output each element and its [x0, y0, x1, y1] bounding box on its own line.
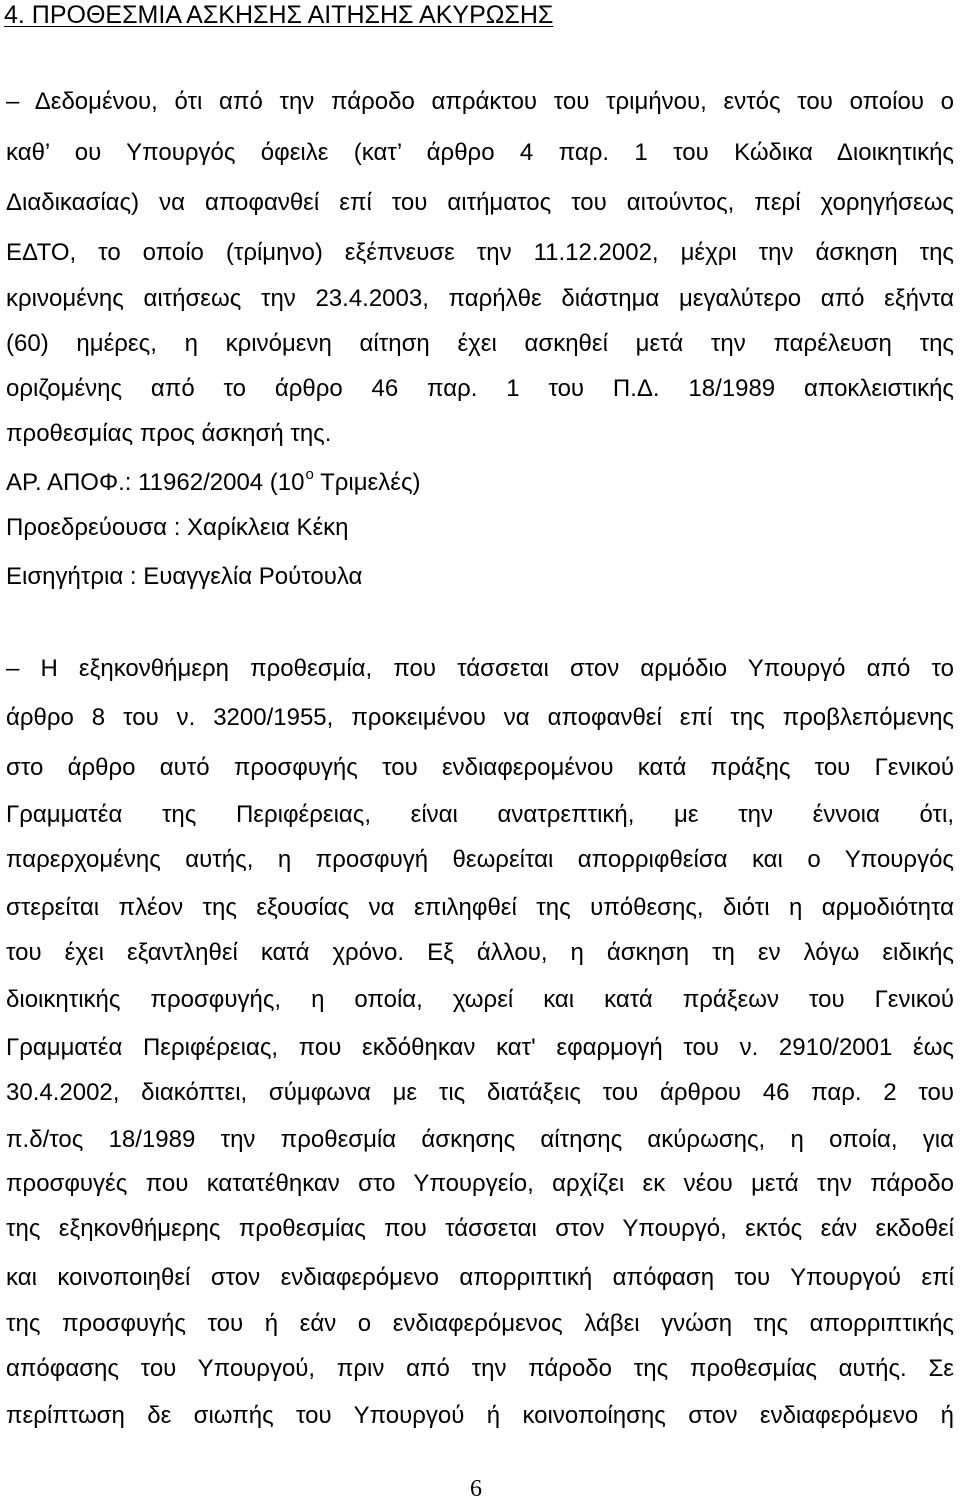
page-number: 6	[470, 1476, 482, 1502]
body-line: οριζομένης από το άρθρο 46 παρ. 1 του Π.Δ. 18/1989 αποκλειστικής	[6, 375, 954, 402]
body-line: διοικητικής προσφυγής, η οποία, χωρεί και κατά πράξεων του Γενικού	[6, 986, 954, 1013]
body-line: του έχει εξαντληθεί κατά χρόνο. Εξ άλλου, η άσκηση τη εν λόγω ειδικής	[6, 939, 954, 966]
body-line: π.δ/τος 18/1989 την προθεσμία άσκησης αίτησης ακύρωσης, η οποία, για	[6, 1126, 954, 1153]
body-line: περίπτωση δε σιωπής του Υπουργού ή κοινοποίησης στον ενδιαφερόμενο ή	[6, 1402, 954, 1429]
body-line: απόφασης του Υπουργού, πριν από την πάροδο της προθεσμίας αυτής. Σε	[6, 1355, 954, 1382]
body-line: ΕΔΤΟ, το οποίο (τρίμηνο) εξέπνευσε την 11.12.2002, μέχρι την άσκηση της	[6, 239, 954, 266]
body-line: άρθρο 8 του ν. 3200/1955, προκειμένου να αποφανθεί επί της προβλεπόμενης	[6, 704, 954, 731]
body-line: παρερχομένης αυτής, η προσφυγή θεωρείται απορριφθείσα και ο Υπουργός	[6, 846, 954, 873]
chair-line: Προεδρεύουσα : Χαρίκλεια Κέκη	[6, 514, 349, 541]
body-line: Διαδικασίας) να αποφανθεί επί του αιτήματος του αιτούντος, περί χορηγήσεως	[6, 189, 954, 216]
body-line: στερείται πλέον της εξουσίας να επιληφθεί της υπόθεσης, διότι η αρμοδιότητα	[6, 894, 954, 921]
body-line: της εξηκονθήμερης προθεσμίας που τάσσεται στον Υπουργό, εκτός εάν εκδοθεί	[6, 1215, 954, 1242]
body-line: προθεσμίας προς άσκησή της.	[6, 420, 332, 447]
body-line: 30.4.2002, διακόπτει, σύμφωνα με τις διατάξεις του άρθρου 46 παρ. 2 του	[6, 1079, 954, 1106]
ordinal-superscript: ο	[305, 466, 314, 483]
body-line: – Δεδομένου, ότι από την πάροδο απράκτου του τριμήνου, εντός του οποίου ο	[6, 88, 954, 115]
body-line: Γραμματέα Περιφέρειας, που εκδόθηκαν κατ' εφαρμογή του ν. 2910/2001 έως	[6, 1034, 954, 1061]
section-heading: 4. ΠΡΟΘΕΣΜΙΑ ΑΣΚΗΣΗΣ ΑΙΤΗΣΗΣ ΑΚΥΡΩΣΗΣ	[4, 1, 554, 29]
body-line: και κοινοποιηθεί στον ενδιαφερόμενο απορριπτική απόφαση του Υπουργού επί	[6, 1264, 954, 1291]
body-line: (60) ημέρες, η κρινόμενη αίτηση έχει ασκηθεί μετά την παρέλευση της	[6, 330, 954, 357]
body-line: κρινομένης αιτήσεως την 23.4.2003, παρήλθε διάστημα μεγαλύτερο από εξήντα	[6, 285, 954, 312]
decision-number: ΑΡ. ΑΠΟΦ.: 11962/2004 (10	[6, 469, 305, 496]
body-line: στο άρθρο αυτό προσφυγής του ενδιαφερομένου κατά πράξης του Γενικού	[6, 754, 954, 781]
rapporteur-line: Εισηγήτρια : Ευαγγελία Ρούτουλα	[6, 563, 363, 590]
decision-chamber: Τριμελές)	[313, 469, 421, 496]
body-line: προσφυγές που κατατέθηκαν στο Υπουργείο, αρχίζει εκ νέου μετά την πάροδο	[6, 1170, 954, 1197]
body-line: – Η εξηκονθήμερη προθεσμία, που τάσσεται στον αρμόδιο Υπουργό από το	[6, 655, 954, 682]
body-line: καθ’ ου Υπουργός όφειλε (κατ’ άρθρο 4 παρ. 1 του Κώδικα Διοικητικής	[6, 139, 954, 166]
body-line: της προσφυγής του ή εάν ο ενδιαφερόμενος λάβει γνώση της απορριπτικής	[6, 1310, 954, 1337]
decision-reference	[6, 467, 954, 502]
body-line: Γραμματέα της Περιφέρειας, είναι ανατρεπτική, με την έννοια ότι,	[6, 801, 954, 828]
